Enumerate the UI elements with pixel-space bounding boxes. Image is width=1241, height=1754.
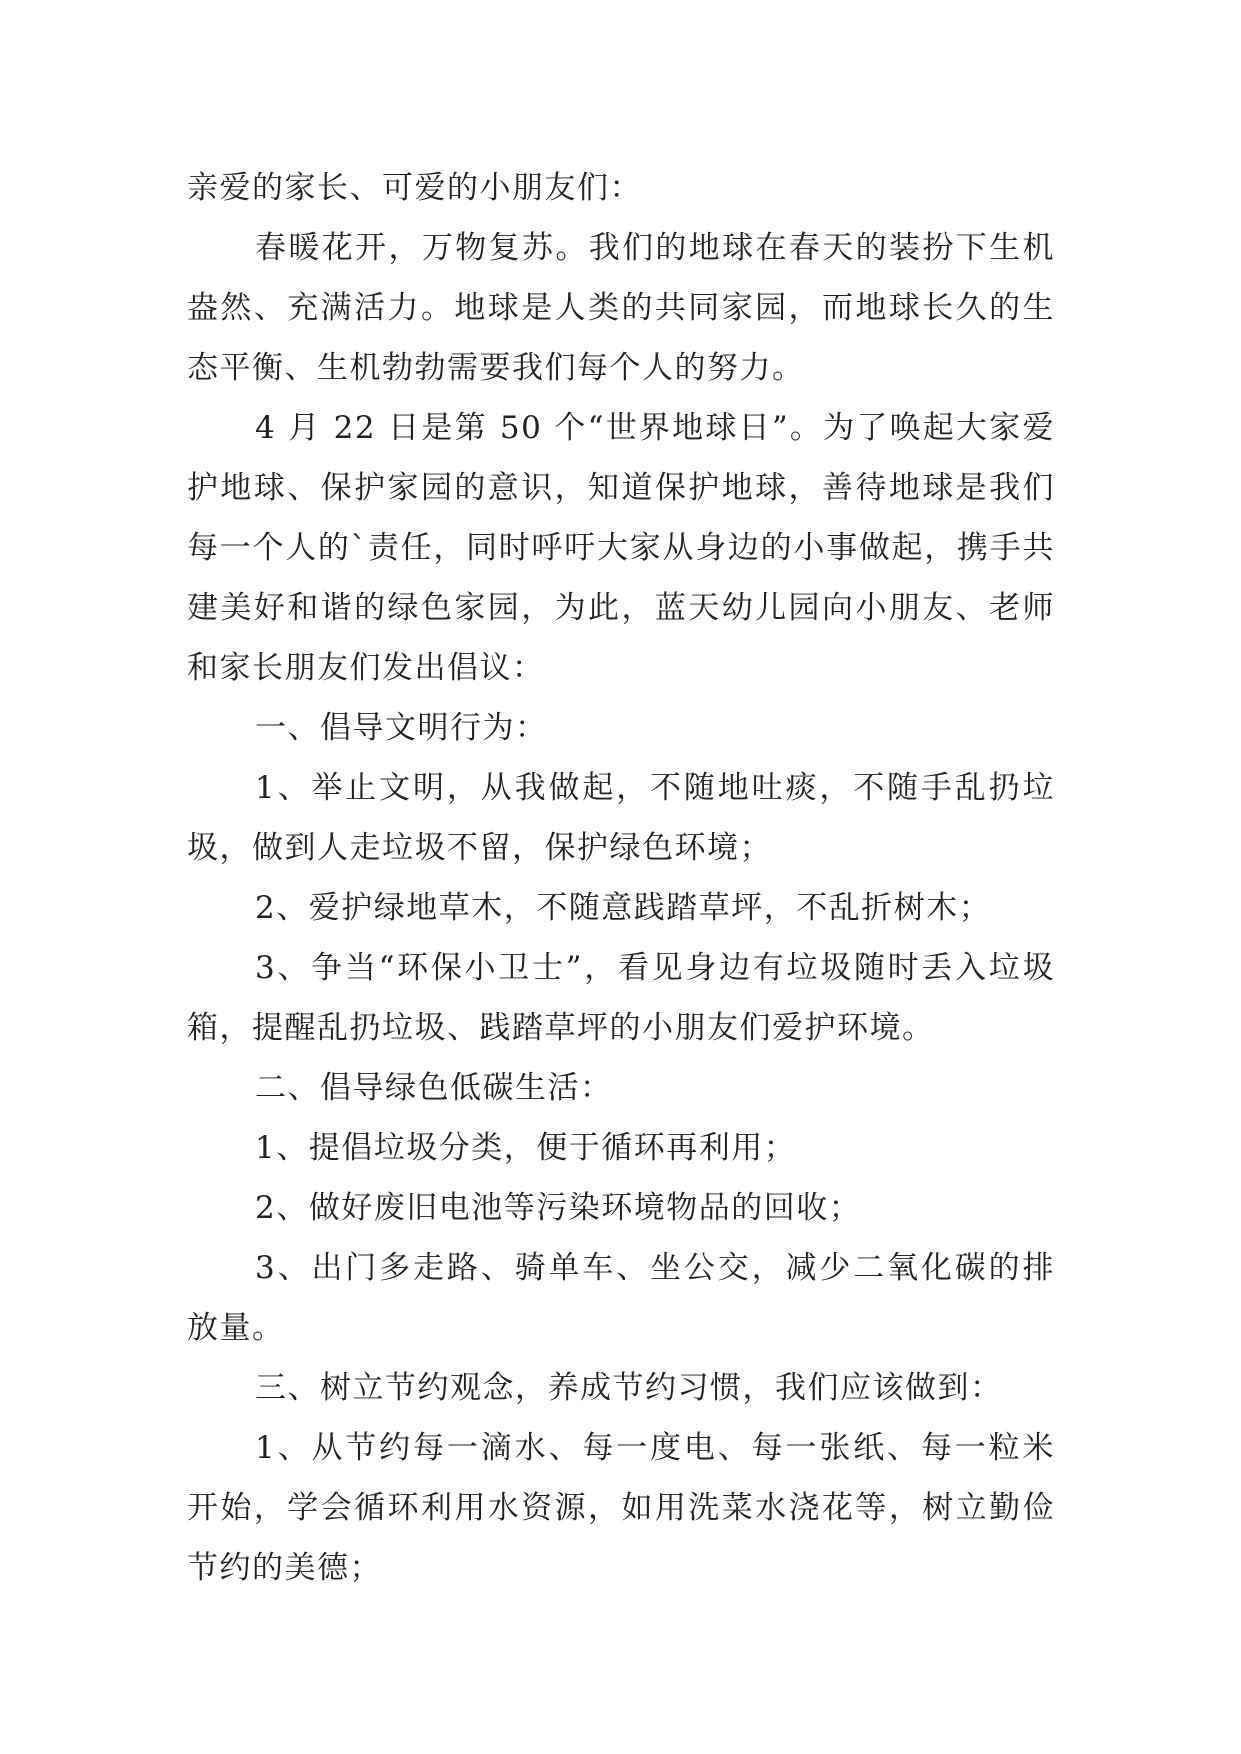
list-item: 3、出门多走路、骑单车、坐公交，减少二氧化碳的排放量。: [187, 1250, 1055, 1346]
section-heading-civilized-behavior: 一、倡导文明行为：: [255, 710, 548, 746]
list-item: 1、举止文明，从我做起，不随地吐痰，不随手乱扔垃圾，做到人走垃圾不留，保护绿色环境；: [187, 770, 1055, 866]
list-item: 2、做好废旧电池等污染环境物品的回收；: [255, 1190, 862, 1226]
salutation: 亲爱的家长、可爱的小朋友们：: [187, 170, 642, 206]
section-heading-thrift: 三、树立节约观念，养成节约习惯，我们应该做到：: [255, 1370, 1003, 1406]
list-item: 1、提倡垃圾分类，便于循环再利用；: [255, 1130, 797, 1166]
list-item: 3、争当“环保小卫士”，看见身边有垃圾随时丢入垃圾箱，提醒乱扔垃圾、践踏草坪的小朋友们爱护环境。: [187, 950, 1055, 1046]
list-item: 2、爱护绿地草木，不随意践踏草坪，不乱折树木；: [255, 890, 992, 926]
document-body: [187, 158, 1055, 1598]
section-heading-green-living: 二、倡导绿色低碳生活：: [255, 1070, 613, 1106]
list-item: 1、从节约每一滴水、每一度电、每一张纸、每一粒米开始，学会循环利用水资源，如用洗菜水浇花等，树立勤俭节约的美德；: [187, 1430, 1055, 1586]
paragraph-earth-day: 4 月 22 日是第 50 个“世界地球日”。为了唤起大家爱护地球、保护家园的意识，知道保护地球，善待地球是我们每一个人的`责任，同时呼吁大家从身边的小事做起，携手共建美好和谐的绿色家园，为此，蓝天幼儿园向小朋友、老师和家长朋友们发出倡议：: [187, 410, 1055, 686]
paragraph-intro: 春暖花开，万物复苏。我们的地球在春天的装扮下生机盎然、充满活力。地球是人类的共同家园，而地球长久的生态平衡、生机勃勃需要我们每个人的努力。: [187, 230, 1055, 386]
